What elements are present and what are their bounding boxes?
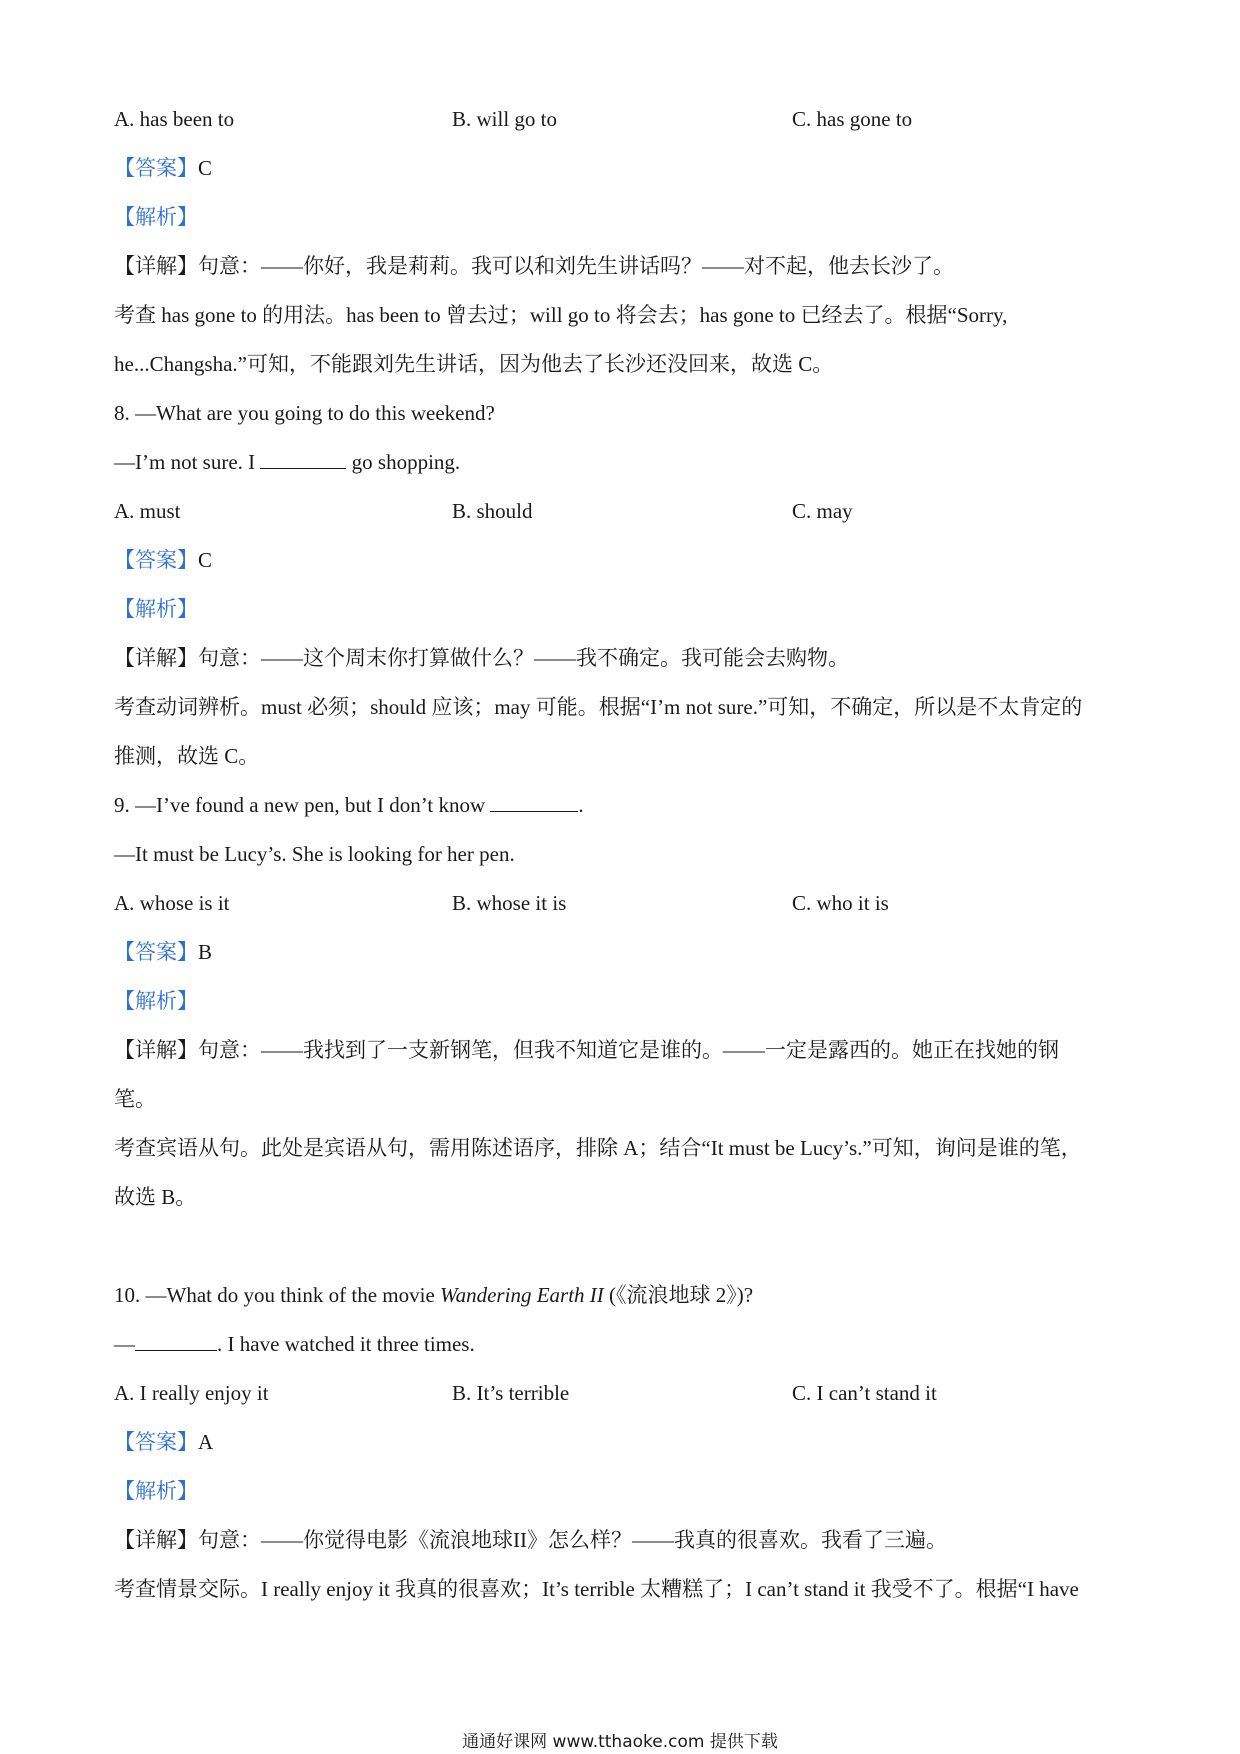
q10-answer (114, 1428, 1134, 1456)
q8-option-c: C. may (792, 499, 853, 523)
q8-analysis (114, 595, 1134, 623)
question-text-end: (《流浪地球 2》)? (603, 1283, 754, 1307)
q7-detail-line-2: 考查 has gone to 的用法。has been to 曾去过；will go to 将会去；has gone to 已经去了。根据“Sorry, (114, 303, 1008, 327)
q8-detail-line-3: 推测，故选 C。 (114, 744, 260, 768)
q9-option-b: B. whose it is (452, 891, 567, 915)
q8-reply (114, 448, 1134, 476)
analysis-tag: 【解析】 (114, 597, 198, 621)
answer-tag: 【答案】 (114, 1430, 198, 1454)
q8-answer (114, 546, 1134, 574)
answer-tag: 【答案】 (114, 156, 198, 180)
reply-text-start: — (114, 1332, 135, 1356)
reply-text-start: —I’m not sure. I (114, 450, 261, 474)
q7-detail-line-1 (114, 252, 1134, 280)
q10-analysis (114, 1477, 1134, 1505)
q7-answer (114, 154, 1134, 182)
q9-detail-line-1 (114, 1036, 1134, 1064)
q9-option-a: A. whose is it (114, 891, 230, 915)
answer-value: C (198, 156, 213, 180)
detail-tag: 【详解】 (114, 1528, 198, 1552)
q9-analysis (114, 987, 1134, 1015)
q10-option-b: B. It’s terrible (452, 1381, 570, 1405)
q7-detail-line-3: he...Changsha.”可知，不能跟刘先生讲话，因为他去了长沙还没回来，故选 C。 (114, 352, 834, 376)
q7-option-b: B. will go to (452, 107, 558, 131)
q7-option-c: C. has gone to (792, 107, 913, 131)
q8-option-a: A. must (114, 499, 181, 523)
analysis-tag: 【解析】 (114, 1479, 198, 1503)
q8-detail-line-1 (114, 644, 1134, 672)
detail-tag: 【详解】 (114, 254, 198, 278)
q9-question (114, 791, 1134, 819)
q9-reply: —It must be Lucy’s. She is looking for her pen. (114, 842, 515, 866)
q8-detail-line-2: 考查动词辨析。must 必须；should 应该；may 可能。根据“I’m not sure.”可知，不确定，所以是不太肯定的 (114, 695, 1083, 719)
q10-option-c: C. I can’t stand it (792, 1381, 937, 1405)
answer-value: A (198, 1430, 214, 1454)
answer-blank (135, 1330, 217, 1351)
reply-text-end: . I have watched it three times. (217, 1332, 475, 1356)
q8-option-b: B. should (452, 499, 533, 523)
answer-blank (260, 448, 346, 469)
q10-detail-line-2: 考查情景交际。I really enjoy it 我真的很喜欢；It’s terrible 太糟糕了；I can’t stand it 我受不了。根据“I have (114, 1577, 1079, 1601)
question-text-end: . (578, 793, 584, 817)
question-text-start: 10. —What do you think of the movie (114, 1283, 441, 1307)
q9-detail-line-4: 故选 B。 (114, 1185, 197, 1209)
answer-value: B (198, 940, 213, 964)
answer-tag: 【答案】 (114, 548, 198, 572)
q7-analysis (114, 203, 1134, 231)
movie-title: Wandering Earth II (440, 1283, 604, 1307)
q9-answer (114, 938, 1134, 966)
q9-detail-line-2: 笔。 (114, 1087, 156, 1111)
answer-blank (490, 791, 578, 812)
detail-text: 句意：——我找到了一支新钢笔，但我不知道它是谁的。——一定是露西的。她正在找她的钢 (198, 1038, 1059, 1062)
detail-text: 句意：——这个周末你打算做什么？——我不确定。我可能会去购物。 (198, 646, 849, 670)
question-text-start: 9. —I’ve found a new pen, but I don’t know (114, 793, 491, 817)
detail-tag: 【详解】 (114, 646, 198, 670)
detail-text: 句意：——你觉得电影《流浪地球II》怎么样？——我真的很喜欢。我看了三遍。 (198, 1528, 947, 1552)
reply-text-end: go shopping. (346, 450, 461, 474)
answer-tag: 【答案】 (114, 940, 198, 964)
analysis-tag: 【解析】 (114, 989, 198, 1013)
q10-question (114, 1281, 1134, 1309)
q10-reply (114, 1330, 1134, 1358)
q10-detail-line-1 (114, 1526, 1134, 1554)
detail-tag: 【详解】 (114, 1038, 198, 1062)
page-footer: 通通好课网 www.tthaoke.com 提供下载 (462, 1732, 778, 1752)
q10-option-a: A. I really enjoy it (114, 1381, 269, 1405)
analysis-tag: 【解析】 (114, 205, 198, 229)
detail-text: 句意：——你好，我是莉莉。我可以和刘先生讲话吗？——对不起，他去长沙了。 (198, 254, 954, 278)
answer-value: C (198, 548, 213, 572)
q8-question: 8. —What are you going to do this weekend? (114, 401, 495, 425)
q7-option-a: A. has been to (114, 107, 235, 131)
q9-option-c: C. who it is (792, 891, 889, 915)
q9-detail-line-3: 考查宾语从句。此处是宾语从句，需用陈述语序，排除 A；结合“It must be Lucy’s.”可知，询问是谁的笔， (114, 1136, 1082, 1160)
